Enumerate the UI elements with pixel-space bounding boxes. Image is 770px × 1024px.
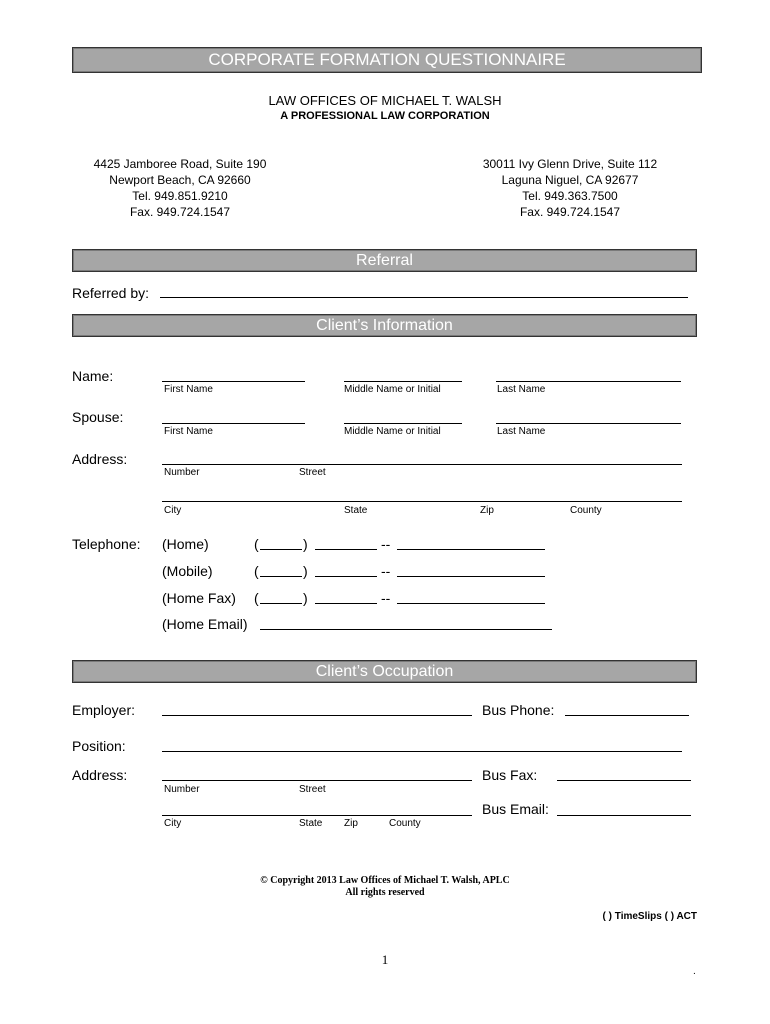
home-email-field[interactable] — [260, 629, 552, 630]
home-dash: -- — [381, 536, 391, 552]
employer-field[interactable] — [162, 715, 472, 716]
office-left-line: Fax. 949.724.1547 — [129, 205, 231, 219]
city-state-zip-field[interactable] — [162, 501, 682, 502]
bus-city-state-zip-field[interactable] — [162, 815, 472, 816]
firm-name: LAW OFFICES OF MICHAEL T. WALSH — [268, 93, 502, 108]
spouse-first-name-caption: First Name — [164, 426, 213, 437]
home-area-close: ) — [303, 536, 308, 552]
mobile-area-code-field[interactable] — [260, 576, 302, 577]
bus-zip-caption: Zip — [344, 818, 358, 829]
bus-county-caption: County — [389, 818, 421, 829]
bus-phone-field[interactable] — [565, 715, 689, 716]
copyright-text: © Copyright 2013 Law Offices of Michael T. Walsh, APLC — [260, 875, 510, 886]
bus-phone-label: Bus Phone: — [482, 702, 555, 718]
address-label: Address: — [72, 451, 128, 467]
mobile-phone-label: (Mobile) — [162, 563, 213, 579]
fax-area-close: ) — [303, 590, 308, 606]
referral-heading: Referral — [356, 252, 413, 269]
referred-by-label: Referred by: — [72, 285, 150, 301]
form-title-banner — [72, 47, 702, 73]
fax-prefix-field[interactable] — [315, 603, 377, 604]
first-name-field[interactable] — [162, 381, 305, 382]
office-right-line: 30011 Ivy Glenn Drive, Suite 112 — [482, 157, 658, 171]
mobile-area-open: ( — [254, 563, 259, 579]
bus-email-field[interactable] — [557, 815, 691, 816]
state-caption: State — [344, 505, 368, 516]
spouse-middle-name-field[interactable] — [344, 423, 462, 424]
name-label: Name: — [72, 368, 114, 384]
occupation-banner — [72, 660, 697, 683]
spouse-last-name-caption: Last Name — [497, 426, 546, 437]
office-right-line: Laguna Niguel, CA 92677 — [501, 173, 639, 187]
mobile-line-number-field[interactable] — [397, 576, 545, 577]
first-name-caption: First Name — [164, 384, 213, 395]
spouse-label: Spouse: — [72, 409, 124, 425]
office-left-line: Newport Beach, CA 92660 — [109, 173, 251, 187]
last-name-field[interactable] — [496, 381, 681, 382]
bus-street-address-field[interactable] — [162, 780, 472, 781]
city-caption: City — [164, 505, 182, 516]
home-area-code-field[interactable] — [260, 549, 302, 550]
home-phone-label: (Home) — [162, 536, 209, 552]
bus-address-label: Address: — [72, 767, 128, 783]
home-fax-label: (Home Fax) — [162, 590, 236, 606]
mobile-area-close: ) — [303, 563, 308, 579]
spouse-first-name-field[interactable] — [162, 423, 305, 424]
last-name-caption: Last Name — [497, 384, 546, 395]
middle-name-field[interactable] — [344, 381, 462, 382]
zip-caption: Zip — [480, 505, 494, 516]
client-info-heading: Client’s Information — [316, 317, 453, 334]
home-line-number-field[interactable] — [397, 549, 545, 550]
county-caption: County — [570, 505, 602, 516]
spouse-middle-name-caption: Middle Name or Initial — [344, 426, 441, 437]
street-caption: Street — [299, 467, 326, 478]
middle-name-caption: Middle Name or Initial — [344, 384, 441, 395]
bus-city-caption: City — [164, 818, 182, 829]
position-label: Position: — [72, 738, 126, 754]
home-prefix-field[interactable] — [315, 549, 377, 550]
home-area-open: ( — [254, 536, 259, 552]
employer-label: Employer: — [72, 702, 136, 718]
office-left-line: Tel. 949.851.9210 — [132, 189, 228, 203]
fax-area-open: ( — [254, 590, 259, 606]
office-right-line: Tel. 949.363.7500 — [522, 189, 618, 203]
mobile-dash: -- — [381, 563, 391, 579]
fax-dash: -- — [381, 590, 391, 606]
billing-options: ( ) TimeSlips ( ) ACT — [602, 911, 697, 922]
bus-fax-label: Bus Fax: — [482, 767, 538, 783]
position-field[interactable] — [162, 751, 682, 752]
bus-state-caption: State — [299, 818, 323, 829]
street-address-field[interactable] — [162, 464, 682, 465]
corner-dot: . — [693, 966, 696, 977]
number-caption: Number — [164, 467, 200, 478]
office-left-line: 4425 Jamboree Road, Suite 190 — [93, 157, 267, 171]
form-title: CORPORATE FORMATION QUESTIONNAIRE — [208, 50, 566, 69]
bus-number-caption: Number — [164, 784, 200, 795]
fax-line-number-field[interactable] — [397, 603, 545, 604]
firm-subtitle: A PROFESSIONAL LAW CORPORATION — [280, 110, 490, 122]
referral-banner — [72, 249, 697, 272]
bus-fax-field[interactable] — [557, 780, 691, 781]
telephone-label: Telephone: — [72, 536, 141, 552]
rights-text: All rights reserved — [345, 887, 425, 898]
page-number: 1 — [381, 952, 389, 967]
bus-street-caption: Street — [299, 784, 326, 795]
mobile-prefix-field[interactable] — [315, 576, 377, 577]
bus-email-label: Bus Email: — [482, 801, 549, 817]
office-right — [470, 156, 670, 220]
spouse-last-name-field[interactable] — [496, 423, 681, 424]
office-right-line: Fax. 949.724.1547 — [519, 205, 621, 219]
referred-by-field[interactable] — [160, 297, 688, 298]
home-email-label: (Home Email) — [162, 616, 248, 632]
client-info-banner — [72, 314, 697, 337]
fax-area-code-field[interactable] — [260, 603, 302, 604]
occupation-heading: Client’s Occupation — [315, 663, 454, 680]
office-left — [80, 156, 280, 220]
